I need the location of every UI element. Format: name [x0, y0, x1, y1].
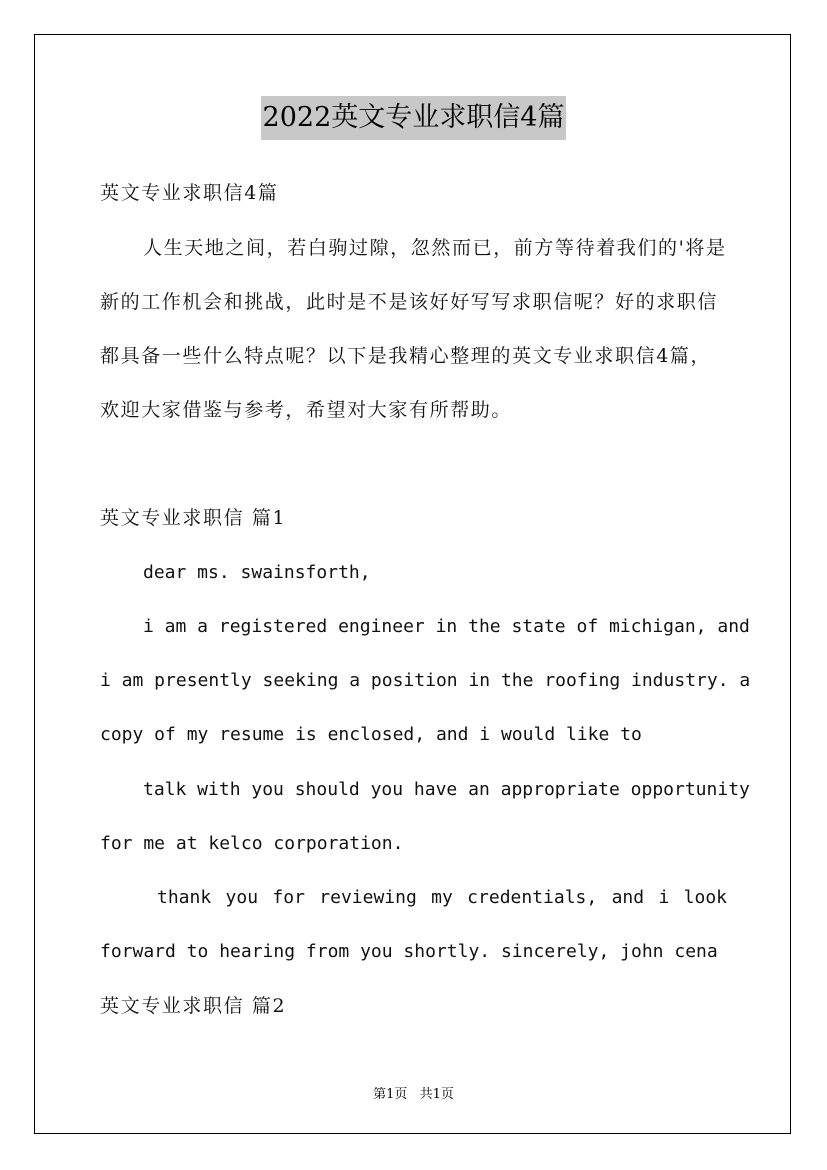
letter-salutation: dear ms. swainsforth,	[143, 562, 371, 583]
section-heading-1: 英文专业求职信 篇1	[100, 507, 287, 529]
intro-line: 都具备一些什么特点呢？以下是我精心整理的英文专业求职信4篇，	[100, 345, 712, 367]
letter-line: thank you for reviewing my credentials, and i look	[157, 887, 727, 908]
document-title: 2022英文专业求职信4篇	[261, 96, 567, 140]
letter-line: talk with you should you have an appropriate opportunity	[143, 779, 750, 800]
intro-line: 新的工作机会和挑战，此时是不是该好好写写求职信呢？好的求职信	[100, 291, 719, 313]
letter-line: copy of my resume is enclosed, and i would like to	[100, 724, 642, 745]
page-number: 第1页	[373, 1087, 408, 1102]
page-total: 共1页	[419, 1087, 454, 1102]
section-heading-2: 英文专业求职信 篇2	[100, 995, 287, 1017]
letter-line: i am a registered engineer in the state of michigan, and	[143, 616, 750, 637]
intro-line: 欢迎大家借鉴与参考，希望对大家有所帮助。	[100, 399, 513, 421]
intro-line: 人生天地之间，若白驹过隙，忽然而已，前方等待着我们的'将是	[143, 237, 727, 259]
document-subtitle: 英文专业求职信4篇	[100, 182, 279, 204]
page-footer	[0, 1083, 827, 1102]
letter-line: for me at kelco corporation.	[100, 833, 404, 854]
title-container	[0, 96, 827, 140]
letter-line: i am presently seeking a position in the roofing industry. a	[100, 670, 751, 691]
letter-closing: forward to hearing from you shortly. sincerely, john cena	[100, 941, 718, 962]
